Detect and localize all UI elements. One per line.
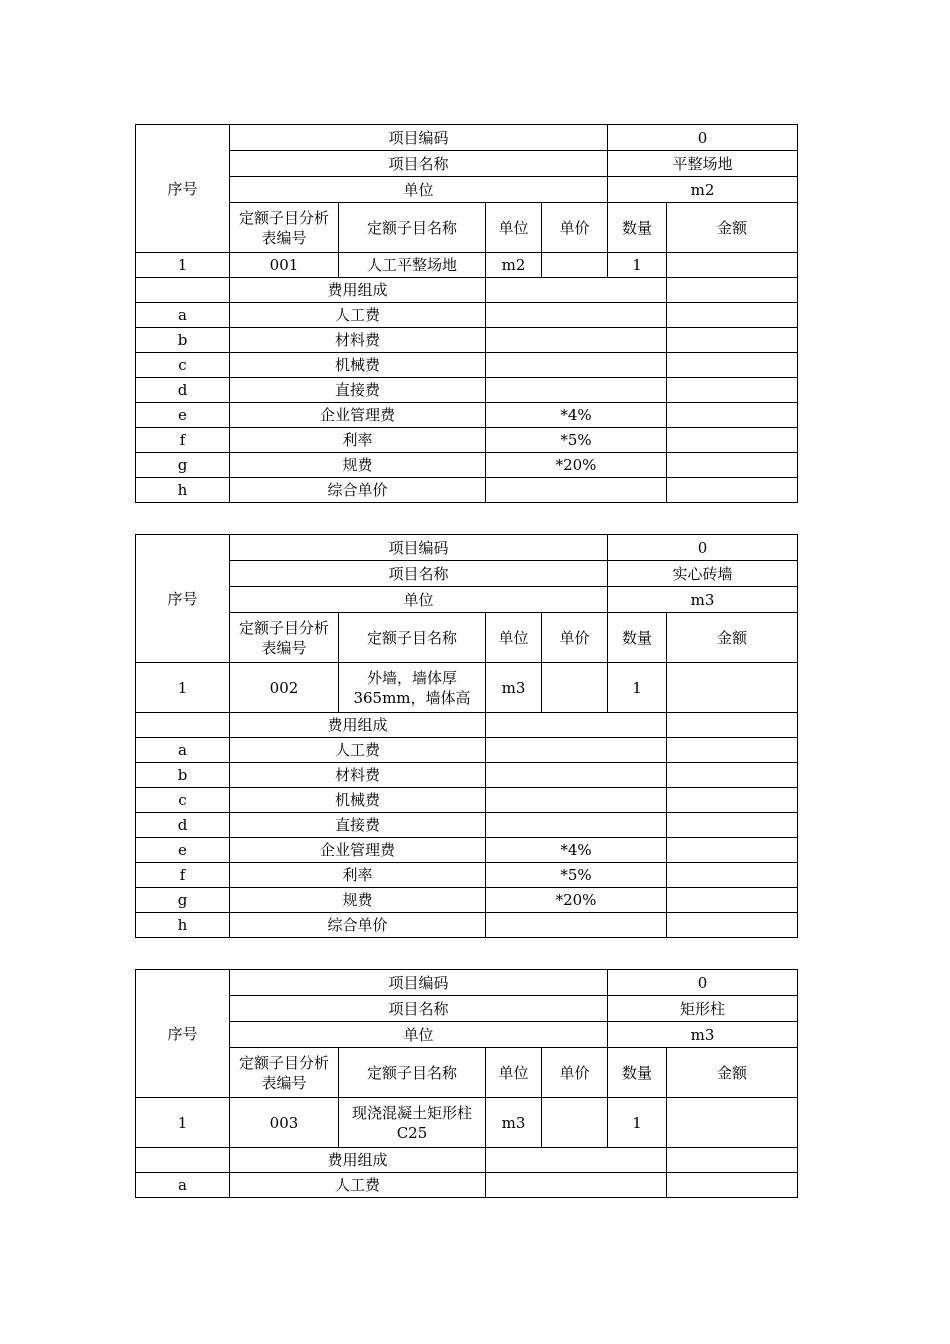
cost-row (136, 353, 798, 378)
cost-rate (486, 353, 667, 378)
quota-name-header: 定额子目名称 (339, 613, 486, 663)
cost-name: 材料费 (230, 763, 486, 788)
item-name-label: 项目名称 (230, 561, 608, 587)
item-code-row (136, 535, 798, 561)
cost-name: 直接费 (230, 813, 486, 838)
cost-key: g (136, 888, 230, 913)
cost-name: 机械费 (230, 788, 486, 813)
item-name-value: 矩形柱 (608, 996, 798, 1022)
cost-amount (667, 353, 798, 378)
cost-row (136, 428, 798, 453)
cost-key: d (136, 813, 230, 838)
quota-row (136, 663, 798, 713)
cost-rate (486, 788, 667, 813)
cost-name: 人工费 (230, 303, 486, 328)
unit-row (136, 587, 798, 613)
cost-row (136, 1173, 798, 1198)
qty-header: 数量 (608, 613, 667, 663)
amount-header: 金额 (667, 203, 798, 253)
cost-amount (667, 738, 798, 763)
quota-name-header: 定额子目名称 (339, 1048, 486, 1098)
cost-rate: *5% (486, 428, 667, 453)
quota-row (136, 1098, 798, 1148)
item-name-label: 项目名称 (230, 996, 608, 1022)
cost-name: 规费 (230, 888, 486, 913)
cost-key: h (136, 478, 230, 503)
quota-unit: m3 (486, 663, 542, 713)
quota-code: 002 (230, 663, 339, 713)
cost-name: 综合单价 (230, 913, 486, 938)
quota-code-header: 定额子目分析表编号 (230, 203, 339, 253)
cost-amount (667, 863, 798, 888)
cost-row (136, 813, 798, 838)
cost-amount (667, 788, 798, 813)
item-code-value: 0 (608, 970, 798, 996)
cost-name: 规费 (230, 453, 486, 478)
unit-value: m3 (608, 1022, 798, 1048)
qty-header: 数量 (608, 203, 667, 253)
cost-row (136, 763, 798, 788)
quota-table-3 (135, 969, 798, 1198)
quota-seq: 1 (136, 253, 230, 278)
quota-name-header: 定额子目名称 (339, 203, 486, 253)
cost-row (136, 913, 798, 938)
quota-price (542, 663, 608, 713)
unit-label: 单位 (230, 1022, 608, 1048)
cost-rate (486, 763, 667, 788)
cost-row (136, 838, 798, 863)
quota-amount (667, 253, 798, 278)
cost-key: e (136, 838, 230, 863)
cost-key: a (136, 1173, 230, 1198)
cost-key: h (136, 913, 230, 938)
cost-amount (667, 913, 798, 938)
price-header: 单价 (542, 613, 608, 663)
cost-rate: *4% (486, 838, 667, 863)
cost-composition-label: 费用组成 (230, 278, 486, 303)
item-code-row (136, 125, 798, 151)
cost-rate (486, 303, 667, 328)
cost-name: 利率 (230, 863, 486, 888)
column-header-row (136, 613, 798, 663)
seq-header: 序号 (136, 535, 230, 663)
cost-key: a (136, 738, 230, 763)
cost-amount (667, 1173, 798, 1198)
quota-name: 外墙，墙体厚365mm，墙体高 (339, 663, 486, 713)
quota-row (136, 253, 798, 278)
cost-row (136, 453, 798, 478)
seq-header: 序号 (136, 970, 230, 1098)
cost-rate (486, 813, 667, 838)
quota-amount (667, 1098, 798, 1148)
cost-rate (486, 738, 667, 763)
cost-row (136, 328, 798, 353)
cost-key: b (136, 763, 230, 788)
cost-rate: *5% (486, 863, 667, 888)
item-name-row (136, 996, 798, 1022)
cost-rate (486, 1173, 667, 1198)
cost-row (136, 888, 798, 913)
cost-row (136, 738, 798, 763)
cost-amount (667, 888, 798, 913)
cost-name: 人工费 (230, 1173, 486, 1198)
cost-composition-row (136, 1148, 798, 1173)
item-code-row (136, 970, 798, 996)
unit-value: m2 (608, 177, 798, 203)
qty-header: 数量 (608, 1048, 667, 1098)
cost-key: c (136, 353, 230, 378)
item-code-value: 0 (608, 125, 798, 151)
cost-rate: *20% (486, 453, 667, 478)
cost-amount (667, 378, 798, 403)
quota-qty: 1 (608, 1098, 667, 1148)
quota-seq: 1 (136, 663, 230, 713)
quota-qty: 1 (608, 253, 667, 278)
quota-table-2 (135, 534, 798, 938)
quota-name: 人工平整场地 (339, 253, 486, 278)
cost-amount (667, 763, 798, 788)
cost-row (136, 403, 798, 428)
item-name-row (136, 561, 798, 587)
quota-seq: 1 (136, 1098, 230, 1148)
cost-name: 人工费 (230, 738, 486, 763)
cost-amount (667, 403, 798, 428)
cost-composition-label: 费用组成 (230, 713, 486, 738)
unit-row (136, 177, 798, 203)
unit-value: m3 (608, 587, 798, 613)
cost-rate (486, 328, 667, 353)
item-name-value: 平整场地 (608, 151, 798, 177)
cost-name: 利率 (230, 428, 486, 453)
cost-rate (486, 378, 667, 403)
unit-header: 单位 (486, 613, 542, 663)
cost-name: 材料费 (230, 328, 486, 353)
cost-composition-row (136, 713, 798, 738)
quota-code: 003 (230, 1098, 339, 1148)
cost-name: 企业管理费 (230, 838, 486, 863)
cost-name: 企业管理费 (230, 403, 486, 428)
amount-header: 金额 (667, 1048, 798, 1098)
cost-amount (667, 838, 798, 863)
amount-header: 金额 (667, 613, 798, 663)
cost-key: e (136, 403, 230, 428)
unit-header: 单位 (486, 1048, 542, 1098)
item-code-label: 项目编码 (230, 125, 608, 151)
price-header: 单价 (542, 1048, 608, 1098)
cost-row (136, 863, 798, 888)
cost-key: b (136, 328, 230, 353)
unit-row (136, 1022, 798, 1048)
cost-key: g (136, 453, 230, 478)
quota-amount (667, 663, 798, 713)
cost-row (136, 378, 798, 403)
item-code-label: 项目编码 (230, 970, 608, 996)
quota-price (542, 1098, 608, 1148)
cost-row (136, 788, 798, 813)
item-name-label: 项目名称 (230, 151, 608, 177)
cost-amount (667, 813, 798, 838)
quota-name: 现浇混凝土矩形柱 C25 (339, 1098, 486, 1148)
column-header-row (136, 203, 798, 253)
item-code-label: 项目编码 (230, 535, 608, 561)
cost-name: 直接费 (230, 378, 486, 403)
cost-name: 机械费 (230, 353, 486, 378)
quota-qty: 1 (608, 663, 667, 713)
cost-composition-label: 费用组成 (230, 1148, 486, 1173)
cost-amount (667, 303, 798, 328)
cost-row (136, 303, 798, 328)
quota-unit: m3 (486, 1098, 542, 1148)
item-name-value: 实心砖墙 (608, 561, 798, 587)
cost-key: c (136, 788, 230, 813)
cost-amount (667, 478, 798, 503)
quota-unit: m2 (486, 253, 542, 278)
item-code-value: 0 (608, 535, 798, 561)
quota-code-header: 定额子目分析表编号 (230, 613, 339, 663)
column-header-row (136, 1048, 798, 1098)
cost-rate (486, 478, 667, 503)
quota-price (542, 253, 608, 278)
cost-key: f (136, 428, 230, 453)
cost-amount (667, 328, 798, 353)
cost-key: f (136, 863, 230, 888)
cost-amount (667, 428, 798, 453)
cost-rate (486, 913, 667, 938)
unit-label: 单位 (230, 177, 608, 203)
quota-code-header: 定额子目分析表编号 (230, 1048, 339, 1098)
cost-rate: *4% (486, 403, 667, 428)
cost-rate: *20% (486, 888, 667, 913)
cost-row (136, 478, 798, 503)
price-header: 单价 (542, 203, 608, 253)
quota-code: 001 (230, 253, 339, 278)
cost-name: 综合单价 (230, 478, 486, 503)
cost-key: a (136, 303, 230, 328)
cost-key: d (136, 378, 230, 403)
cost-composition-row (136, 278, 798, 303)
seq-header: 序号 (136, 125, 230, 253)
cost-amount (667, 453, 798, 478)
unit-header: 单位 (486, 203, 542, 253)
unit-label: 单位 (230, 587, 608, 613)
item-name-row (136, 151, 798, 177)
quota-table-1 (135, 124, 798, 503)
